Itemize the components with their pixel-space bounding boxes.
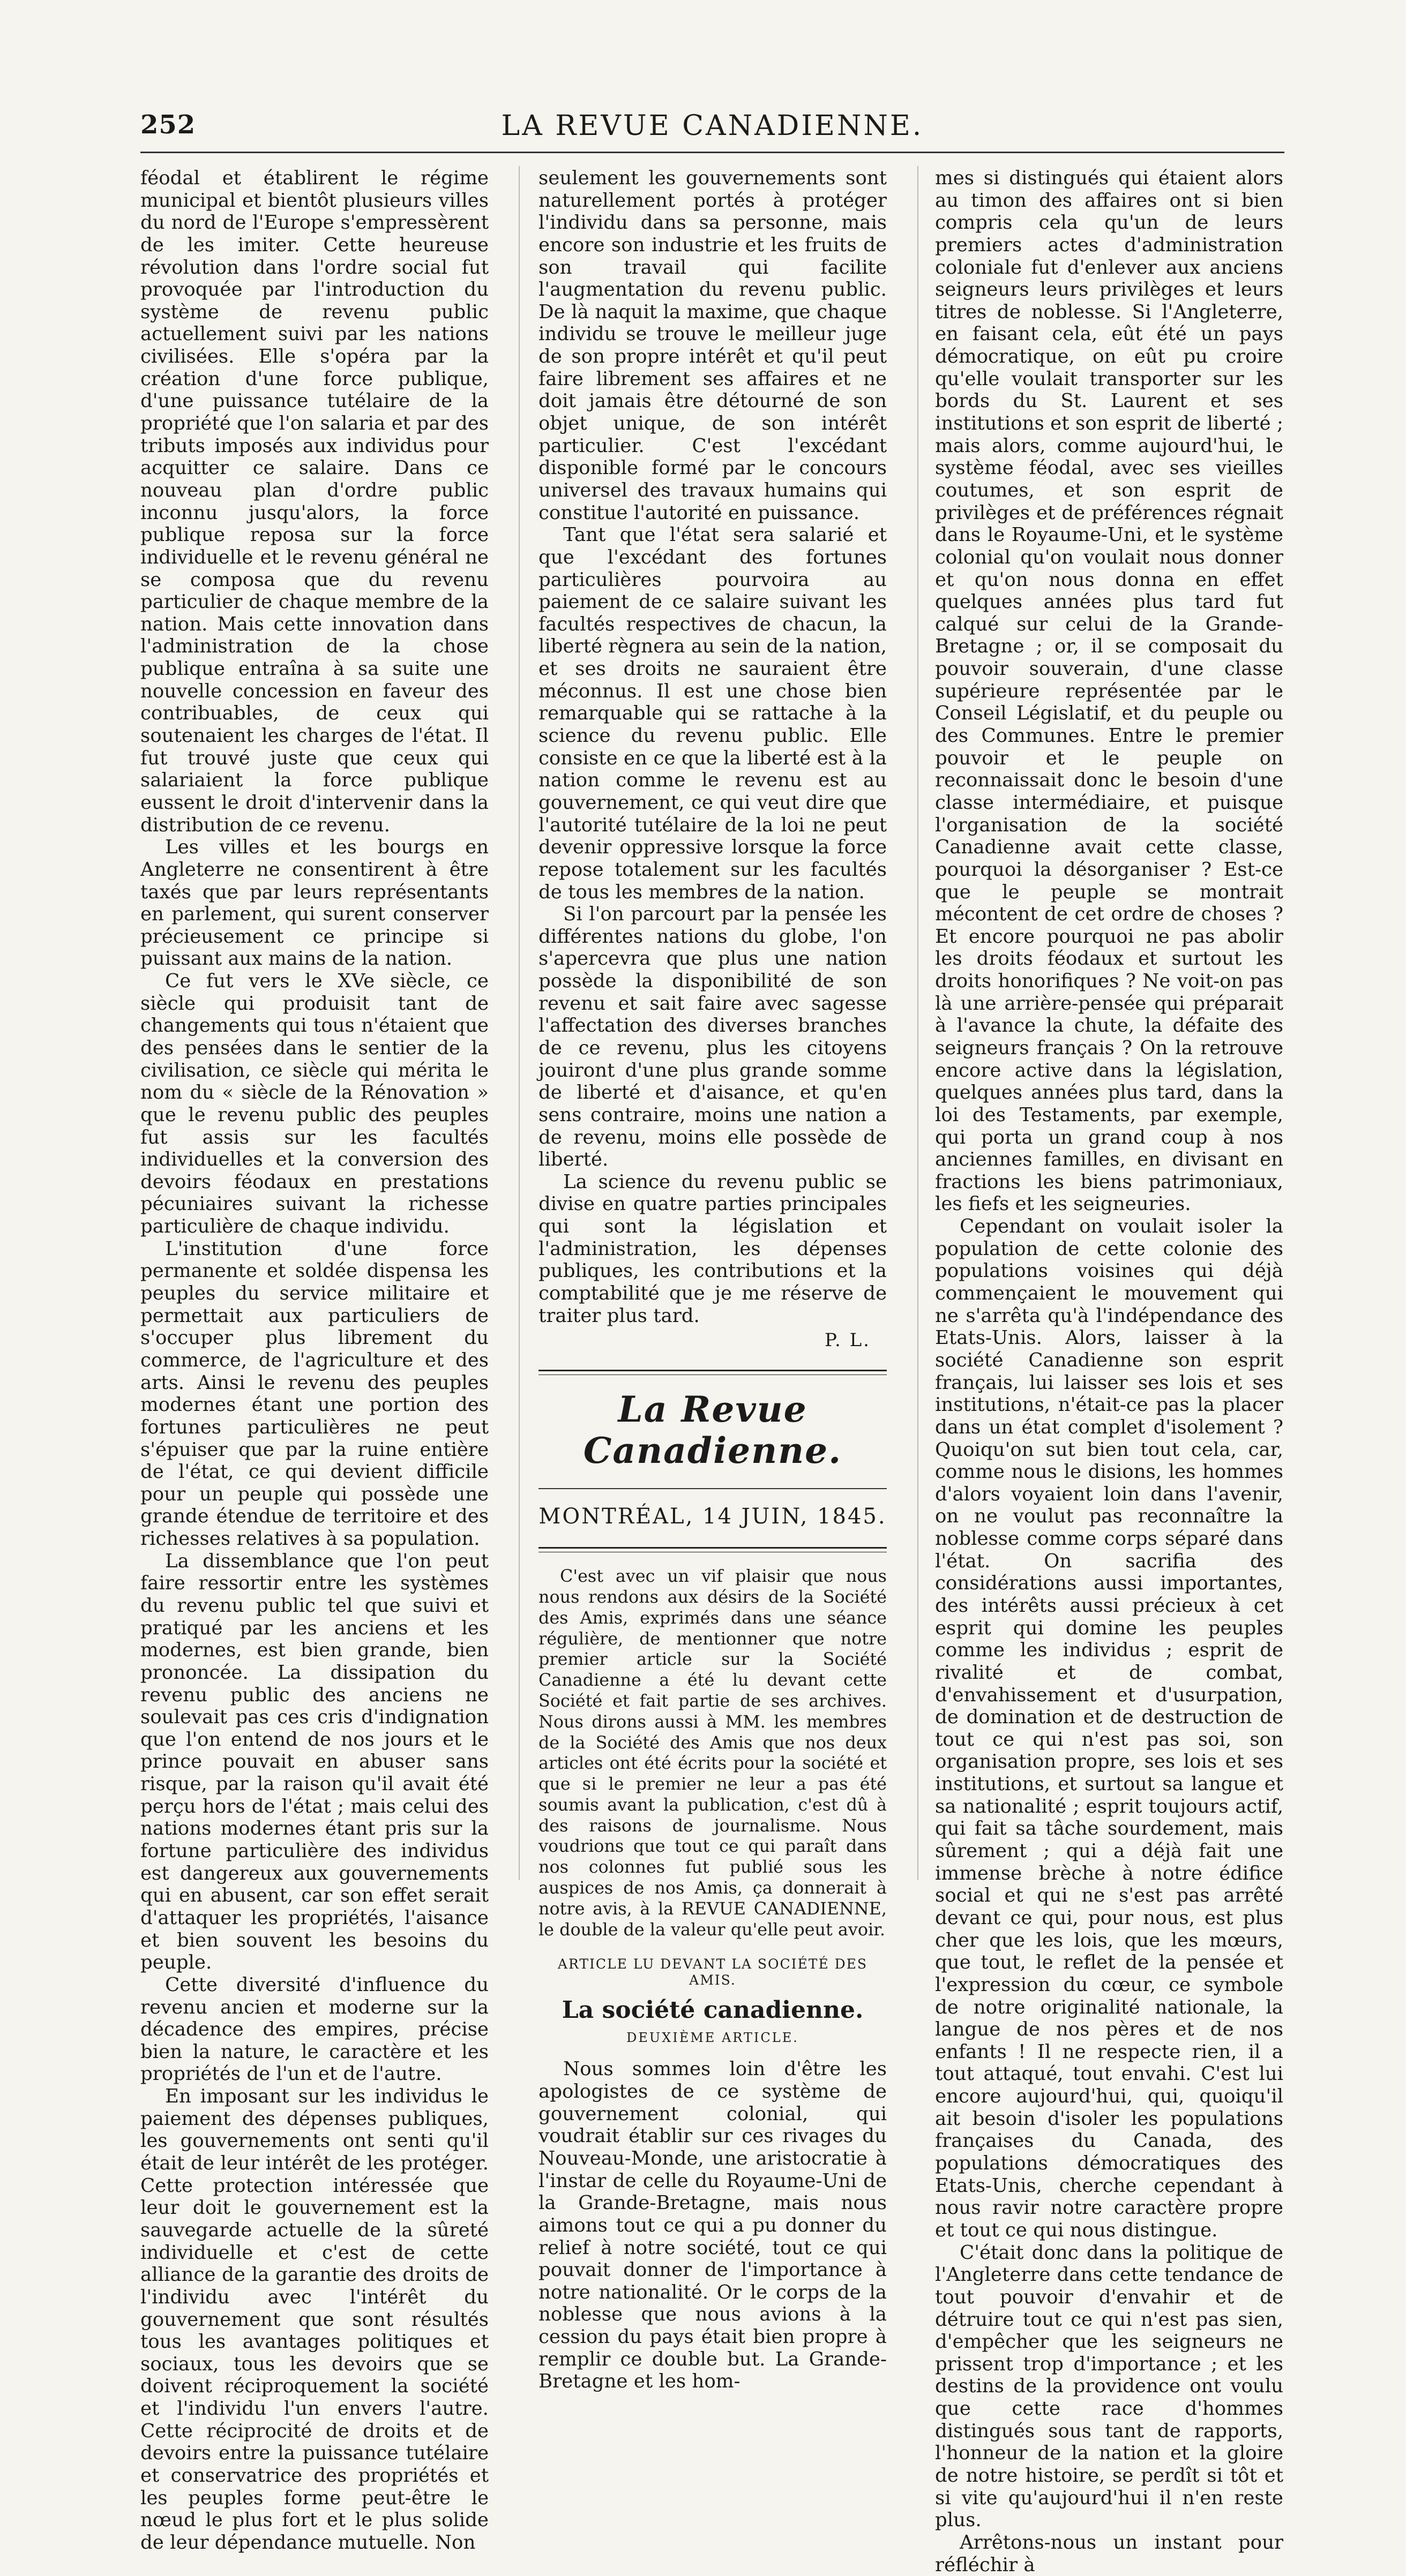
column-3 (935, 167, 1283, 2576)
col1-paragraph: L'institution d'une force permanente et soldée dispensa les peuples du service militaire et permettait aux particuliers de s'occuper plus librement du commerce, de l'agriculture et des arts. Ainsi le revenu des peuples modernes étant une portion des fortunes particulières ne peut s'épuiser que par la ruine entière de l'état, ce qui devient difficile pour un peuple qui possède une grande étendue de territoire et des richesses relatives à sa population. (140, 1237, 489, 1550)
article-subtitle: DEUXIÈME ARTICLE. (626, 2030, 799, 2046)
column-1 (140, 167, 489, 2554)
author-signature: P. L. (825, 1330, 871, 1351)
header-rule (140, 152, 1284, 153)
editorial-paragraph: C'est avec un vif plaisir que nous nous rendons aux désirs de la Société des Amis, exprimés dans une séance régulière, de mentionner que notre premier article sur la Société Canadienne a été lu devant cette Société et fait partie de ses archives. Nous dirons aussi à MM. les membres de la Société des Amis que nos deux articles ont été écrits pour la société et que si le premier ne leur a pas été soumis avant la publication, c'est dû à des raisons de journalisme. Nous voudrions que tout ce qui paraît dans nos colonnes fut publié sous les auspices de nos Amis, ça donnerait à notre avis, à la REVUE CANADIENNE, le double de la valeur qu'elle peut avoir. (539, 1566, 887, 1940)
dateline-rule (539, 1547, 887, 1552)
col1-paragraph: En imposant sur les individus le paiement des dépenses publiques, les gouvernements ont senti qu'il était de leur intérêt de les protéger. Cette protection intéressée que leur doit le gouvernement est la sauvegarde actuelle de la sûreté individuelle et c'est de cette alliance de la garantie des droits de l'individu avec l'intérêt du gouvernement que sont résultés tous les avantages politiques et sociaux, tous les devoirs que se doivent réciproquement la société et l'individu l'un envers l'autre. Cette réciprocité de droits et de devoirs entre la puissance tutélaire et conservatrice des propriétés et les peuples forme peut-être le nœud le plus fort et le plus solide de leur dépendance mutuelle. Non (140, 2085, 489, 2554)
col3-paragraph: Arrêtons-nous un instant pour réfléchir à (935, 2531, 1283, 2576)
article-title: La société canadienne. (562, 1996, 864, 2024)
masthead: La Revue Canadienne. (583, 1388, 842, 1472)
col3-paragraph: mes si distingués qui étaient alors au timon des affaires ont si bien compris cela qu'un de leurs premiers actes d'administration coloniale fut d'enlever aux anciens seigneurs leurs privilèges et leurs titres de noblesse. Si l'Angleterre, en faisant cela, eût été un pays démocratique, on eût pu croire qu'elle voulait transporter sur les bords du St. Laurent et ses institutions et son esprit de liberté ; mais alors, comme aujourd'hui, le système féodal, avec ses vieilles coutumes, et son esprit de privilèges et de préférences régnait dans le Royaume-Uni, et le système colonial qu'on voulait nous donner et qu'on nous donna en effet quelques années plus tard fut calqué sur celui de la Grande-Bretagne ; or, il se composait du pouvoir souverain, d'une classe supérieure représentée par le Conseil Législatif, et du peuple ou des Communes. Entre le premier pouvoir et le peuple on reconnaissait donc le besoin d'une classe intermédiaire, et puisque l'organisation de la société Canadienne avait cette classe, pourquoi la désorganiser ? Est-ce que le peuple se montrait mécontent de cet ordre de choses ? Et encore pourquoi ne pas abolir les droits féodaux et surtout les droits honorifiques ? Ne voit-on pas là une arrière-pensée qui préparait à l'avance la chute, la défaite des seigneurs français ? On la retrouve encore active dans la législation, quelques années plus tard, dans la loi des Testaments, par exemple, qui porta un grand coup à nos anciennes familles, en divisant en fractions les biens patrimoniaux, les fiefs et les seigneuries. (935, 167, 1283, 1215)
col2-paragraph: Tant que l'état sera salarié et que l'excédant des fortunes particulières pourvoira au paiement de ce salaire suivant les facultés respectives de chacun, la liberté règnera au sein de la nation, et ses droits ne sauraient être méconnus. Il est une chose bien remarquable qui se rattache à la science du revenu public. Elle consiste en ce que la liberté est à la nation comme le revenu est au gouvernement, ce qui veut dire que l'autorité tutélaire de la loi ne peut devenir oppressive lorsque la force repose totalement sur les facultés de tous les membres de la nation. (539, 524, 887, 903)
dateline: MONTRÉAL, 14 JUIN, 1845. (539, 1504, 887, 1529)
col2-paragraph: Si l'on parcourt par la pensée les différentes nations du globe, l'on s'apercevra que plus une nation possède la disponibilité de son revenu et sait faire avec sagesse l'affectation des diverses branches de ce revenu, plus les citoyens jouiront d'une plus grande somme de liberté et d'aisance, et qu'en sens contraire, moins une nation a de revenu, moins elle possède de liberté. (539, 903, 887, 1171)
col2-paragraph: La science du revenu public se divise en quatre parties principales qui sont la législation et l'administration, les dépenses publiques, les contributions et la comptabilité que je me réserve de traiter plus tard. (539, 1170, 887, 1327)
col1-paragraph: Les villes et les bourgs en Angleterre ne consentirent à être taxés que par leurs représentants en parlement, qui surent conserver précieusement ce principe si puissant aux mains de la nation. (140, 836, 489, 970)
page-header (140, 110, 1284, 147)
col2-paragraph: seulement les gouvernements sont naturellement portés à protéger l'individu dans sa personne, mais encore son industrie et les fruits de son travail qui facilite l'augmentation du revenu public. De là naquit la maxime, que chaque individu se trouve le meilleur juge de son propre intérêt et qu'il peut faire librement ses affaires et ne doit jamais être détourné de son objet unique, de son intérêt particulier. C'est l'excédant disponible formé par le concours universel des travaux humains qui constitue l'autorité en puissance. (539, 167, 887, 524)
column-divider-2 (917, 166, 918, 1880)
article-paragraph: Nous sommes loin d'être les apologistes de ce système de gouvernement colonial, qui voudrait établir sur ces rivages du Nouveau-Monde, une aristocratie à l'instar de celle du Royaume-Uni de la Grande-Bretagne, mais nous aimons tout ce qui a pu donner du relief à notre société, tout ce qui pouvait donner de l'importance à notre nationalité. Or le corps de la noblesse que nous avions à la cession du pays était bien propre à remplir ce double but. La Grande-Bretagne et les hom- (539, 2058, 887, 2393)
col1-paragraph: La dissemblance que l'on peut faire ressortir entre les systèmes du revenu public tel que suivi et pratiqué par les anciens et les modernes, est bien grande, bien prononcée. La dissipation du revenu public des anciens ne soulevait pas ces cris d'indignation que l'on entend de nos jours et le prince pouvait en abuser sans risque, par la raison qu'il avait été perçu hors de l'état ; mais celui des nations modernes étant pris sur la fortune particulière des individus est dangereux aux gouvernements qui en abusent, car son effet serait d'attaquer les propriétés, l'aisance et bien souvent les besoins du peuple. (140, 1550, 489, 1974)
column-divider-1 (519, 166, 520, 1880)
col1-paragraph: Ce fut vers le XVe siècle, ce siècle qui produisit tant de changements qui tous n'étaient que des pensées dans le sentier de la civilisation, ce siècle qui mérita le nom du « siècle de la Rénovation » que le revenu public des peuples fut assis sur les facultés individuelles et la conversion des devoirs féodaux en prestations pécuniaires suivant la richesse particulière de chaque individu. (140, 970, 489, 1238)
section-rule (539, 1370, 887, 1375)
col3-paragraph: Cependant on voulait isoler la population de cette colonie des populations voisines qui déjà commençaient le mouvement qui ne s'arrêta qu'à l'indépendance des Etats-Unis. Alors, laisser à la société Canadienne son esprit français, lui laisser ses lois et ses institutions, n'était-ce pas la placer dans un état complet d'isolement ? Quoiqu'on sut bien tout cela, car, comme nous le disions, les hommes d'alors voyaient loin dans l'avenir, on ne voulut pas reconnaître la noblesse comme corps séparé dans l'état. On sacrifia des considérations aussi importantes, des intérêts aussi précieux à cet esprit qui domine les peuples comme les individus ; esprit de rivalité et de combat, d'envahissement et d'usurpation, de domination et de destruction de tout ce qui n'est pas soi, son organisation propre, ses lois et ses institutions, et surtout sa langue et sa nationalité ; esprit toujours actif, qui fait sa tâche sourdement, mais sûrement ; qui a déjà fait une immense brèche à notre édifice social et qui ne s'est pas arrêté devant ce qui, pour nous, est plus cher que les lois, que les mœurs, que tout, le reflet de la pensée et l'expression du cœur, ce symbole de notre originalité nationale, la langue de nos pères et de nos enfants ! Il ne respecte rien, il a tout attaqué, tout envahi. C'est lui encore aujourd'hui, qui, quoiqu'il ait besoin d'isoler les populations françaises du Canada, des populations démocratiques des Etats-Unis, cherche cependant à nous ravir notre caractère propre et tout ce qui nous distingue. (935, 1215, 1283, 2241)
running-title: LA REVUE CANADIENNE. (501, 110, 924, 142)
editorial-note (539, 1566, 887, 1940)
article-heading: ARTICLE LU DEVANT LA SOCIÉTÉ DES AMIS. (557, 1956, 868, 1988)
col3-paragraph: C'était donc dans la politique de l'Angleterre dans cette tendance de tout pouvoir d'envahir et de détruire tout ce qui n'est pas sien, d'empêcher que les seigneurs ne prissent trop d'importance ; et les destins de la providence ont voulu que cette race d'hommes distingués sous tant de rapports, l'honneur de la nation et la gloire de notre histoire, se perdît si tôt et si vite qu'aujourd'hui il n'en reste plus. (935, 2241, 1283, 2532)
page-number: 252 (140, 110, 196, 140)
column-2 (539, 167, 887, 2393)
col1-paragraph: Cette diversité d'influence du revenu ancien et moderne sur la décadence des empires, précise bien la nature, le caractère et les propriétés de l'un et de l'autre. (140, 1973, 489, 2085)
masthead-rule (539, 1488, 887, 1489)
col1-paragraph: féodal et établirent le régime municipal et bientôt plusieurs villes du nord de l'Europe s'empressèrent de les imiter. Cette heureuse révolution dans l'ordre social fut provoquée par l'introduction du système de revenu public actuellement suivi par les nations civilisées. Elle s'opéra par la création d'une force publique, d'une puissance tutélaire de la propriété que l'on salaria et par des tributs imposés aux individus pour acquitter ce salaire. Dans ce nouveau plan d'ordre public inconnu jusqu'alors, la force publique reposa sur la force individuelle et le revenu général ne se composa que du revenu particulier de chaque membre de la nation. Mais cette innovation dans l'administration de la chose publique entraîna à sa suite une nouvelle concession en faveur des contribuables, de ceux qui soutenaient les charges de l'état. Il fut trouvé juste que ceux qui salariaient la force publique eussent le droit d'intervenir dans la distribution de ce revenu. (140, 167, 489, 836)
